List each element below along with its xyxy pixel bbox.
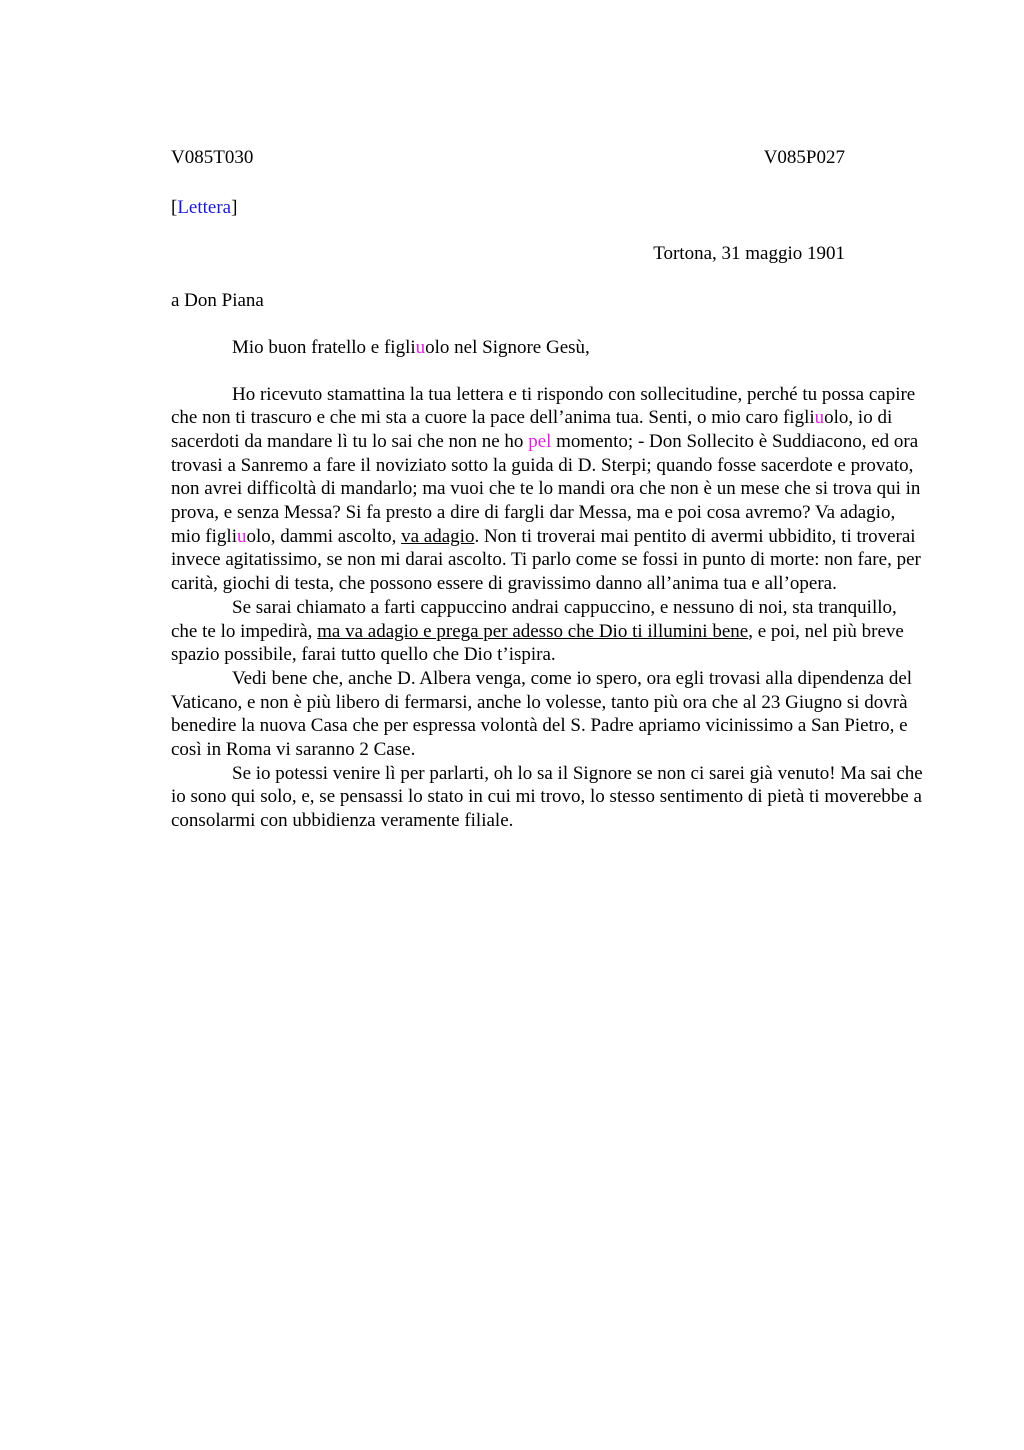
tag-close-bracket: ] <box>231 196 238 218</box>
correction-mark: u <box>236 525 247 547</box>
letter-body <box>171 383 927 833</box>
greeting <box>171 336 927 360</box>
document-codes <box>171 146 845 170</box>
greeting-text-end: olo nel Signore Gesù, <box>425 336 590 358</box>
tag-open-bracket: [ <box>171 196 178 218</box>
underlined-phrase: va adagio <box>401 525 475 547</box>
right-code: V085P027 <box>763 147 845 168</box>
underlined-phrase: ma va adagio e prega per adesso che Dio ti illumini bene <box>317 620 749 642</box>
paragraph-3: Vedi bene che, anche D. Albera venga, come io spero, ora egli trovasi alla dipendenza del Vaticano, e non è più libero di fermarsi, anche lo volesse, tanto più ora che al 23 Giugno si dovrà benedire la nuova Casa che per espressa volontà del S. Padre apriamo vicinissimo a San Pietro, e così in Roma vi saranno 2 Case. <box>171 667 913 761</box>
tag-label: Lettera <box>177 196 232 218</box>
greeting-text: Mio buon fratello e figli <box>232 336 416 358</box>
paragraph-2: Se sarai chiamato a farti cappuccino andrai cappuccino, e nessuno di noi, sta tranquillo, che te lo impedirà, ma va adagio e prega per adesso che Dio ti illumini bene, e poi, nel più breve spazio possibile, farai tutto quello che Dio t’ispira. <box>171 596 904 666</box>
letter-date: Tortona, 31 maggio 1901 <box>653 243 845 265</box>
letter-page <box>171 146 927 833</box>
document-type-tag <box>171 196 927 220</box>
paragraph-4: Se io potessi venire lì per parlarti, oh lo sa il Signore se non ci sarei già venuto! Ma sai che io sono qui solo, e, se pensassi lo stato in cui mi trovo, lo stesso sentimento di pietà ti moverebbe a consolarmi con ubbidienza veramente filiale. <box>171 762 923 832</box>
recipient: a Don Piana <box>171 290 264 312</box>
correction-mark: pel <box>528 430 552 452</box>
left-code: V085T030 <box>171 147 254 168</box>
greeting-correction: u <box>415 336 426 358</box>
paragraph-1: Ho ricevuto stamattina la tua lettera e ti rispondo con sollecitudine, perché tu possa capire che non ti trascuro e che mi sta a cuore la pace dell’anima tua. Senti, o mio caro figliuolo, io di sacerdoti da mandare lì tu lo sai che non ne ho pel momento; - Don Sollecito è Suddiacono, ed ora trovasi a Sanremo a fare il noviziato sotto la guida di D. Sterpi; quando fosse sacerdote e provato, non avrei difficoltà di mandarlo; ma vuoi che te lo mandi ora che non è un mese che si trova qui in prova, e senza Messa? Si fa presto a dire di fargli dar Messa, ma e poi cosa avremo? Va adagio, mio figliuolo, dammi ascolto, va adagio. Non ti troverai mai pentito di avermi ubbidito, ti troverai invece agitatissimo, se non mi darai ascolto. Ti parlo come se fossi in punto di morte: non fare, per carità, giochi di testa, che possono essere di gravissimo danno all’anima tua e all’opera. <box>171 383 921 595</box>
correction-mark: u <box>814 407 825 429</box>
